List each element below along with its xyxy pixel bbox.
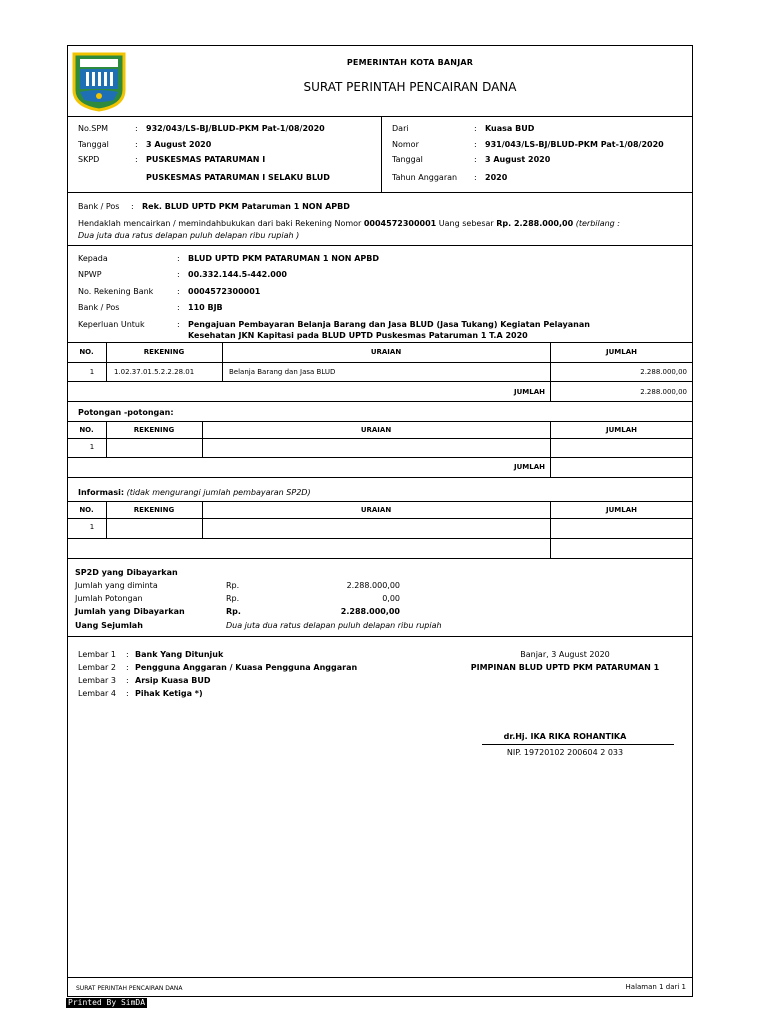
tanggal-right-value: 3 August 2020 xyxy=(485,155,551,164)
potongan-title: Potongan -potongan: xyxy=(78,408,174,417)
t1-header-jumlah: JUMLAH xyxy=(606,348,637,356)
tanggal-value: 3 August 2020 xyxy=(146,140,212,149)
npwp-label: NPWP xyxy=(78,270,102,279)
dibayar-value: 2.288.000,00 xyxy=(340,607,400,616)
dibayar-currency: Rp. xyxy=(226,607,241,616)
skpd-value: PUSKESMAS PATARUMAN I xyxy=(146,155,266,164)
t1-header-rekening: REKENING xyxy=(143,348,185,356)
document-frame xyxy=(67,45,693,997)
t1-row-uraian: Belanja Barang dan Jasa BLUD xyxy=(229,368,336,376)
banjar-city-emblem-icon xyxy=(70,50,128,112)
t1-total-value: 2.288.000,00 xyxy=(640,388,687,396)
lembar-2-label: Lembar 2 xyxy=(78,663,116,672)
signature-name: dr.Hj. IKA RIKA ROHANTIKA xyxy=(503,732,627,741)
t1-row-rekening: 1.02.37.01.5.2.2.28.01 xyxy=(114,368,195,376)
t1-row-jumlah: 2.288.000,00 xyxy=(640,368,687,376)
lembar-2-value: Pengguna Anggaran / Kuasa Pengguna Anggaran xyxy=(135,663,358,672)
t1-header-no: NO. xyxy=(79,348,94,356)
t1-row-no: 1 xyxy=(89,368,95,376)
t3-row-no: 1 xyxy=(89,523,95,531)
lembar-4-label: Lembar 4 xyxy=(78,689,116,698)
dari-value: Kuasa BUD xyxy=(485,124,535,133)
lembar-1-label: Lembar 1 xyxy=(78,650,116,659)
keperluan-value-1: Pengajuan Pembayaran Belanja Barang dan Jasa BLUD (Jasa Tukang) Kegiatan Pelayanan xyxy=(188,320,590,329)
terbilang-text: Dua juta dua ratus delapan puluh delapan ribu rupiah ) xyxy=(78,231,300,240)
norek-value: 0004572300001 xyxy=(188,287,261,296)
lembar-4-value: Pihak Ketiga *) xyxy=(135,689,203,698)
footer-doc-title: SURAT PERINTAH PENCAIRAN DANA xyxy=(76,985,183,992)
diminta-value: 2.288.000,00 xyxy=(346,581,400,590)
kepada-label: Kepada xyxy=(78,254,108,263)
uang-label: Uang Sejumlah xyxy=(75,621,143,630)
nomor-value: 931/043/LS-BJ/BLUD-PKM Pat-1/08/2020 xyxy=(485,140,664,149)
signature-nip: NIP. 19720102 200604 2 033 xyxy=(506,748,624,757)
nomor-label: Nomor xyxy=(392,140,419,149)
footer-page: Halaman 1 dari 1 xyxy=(625,983,686,991)
bank-label: Bank / Pos xyxy=(78,202,120,211)
document-title: SURAT PERINTAH PENCAIRAN DANA xyxy=(303,80,517,94)
t2-header-uraian: URAIAN xyxy=(360,426,392,434)
t2-header-no: NO. xyxy=(79,426,94,434)
lembar-3-value: Arsip Kuasa BUD xyxy=(135,676,211,685)
tahun-label: Tahun Anggaran xyxy=(392,173,458,182)
diminta-label: Jumlah yang diminta xyxy=(75,581,158,590)
t2-row-no: 1 xyxy=(89,443,95,451)
tahun-value: 2020 xyxy=(485,173,508,182)
government-name: PEMERINTAH KOTA BANJAR xyxy=(346,58,474,67)
keperluan-value-2: Kesehatan JKN Kapitasi pada BLUD UPTD Puskesmas Pataruman 1 T.A 2020 xyxy=(188,331,528,340)
t3-header-jumlah: JUMLAH xyxy=(606,506,637,514)
lembar-1-value: Bank Yang Ditunjuk xyxy=(135,650,224,659)
lembar-3-label: Lembar 3 xyxy=(78,676,116,685)
t3-header-rekening: REKENING xyxy=(133,506,175,514)
informasi-title: Informasi: (tidak mengurangi jumlah pembayaran SP2D) xyxy=(78,488,311,497)
t2-header-rekening: REKENING xyxy=(133,426,175,434)
t2-total-label: JUMLAH xyxy=(514,463,545,471)
potongan-sum-currency: Rp. xyxy=(226,594,240,603)
t3-header-no: NO. xyxy=(79,506,94,514)
norek-label: No. Rekening Bank xyxy=(78,287,154,296)
bank-pos-value: 110 BJB xyxy=(188,303,223,312)
diminta-currency: Rp. xyxy=(226,581,240,590)
skpd-value-2: PUSKESMAS PATARUMAN I SELAKU BLUD xyxy=(146,173,330,182)
tanggal-right-label: Tanggal xyxy=(392,155,423,164)
potongan-sum-label: Jumlah Potongan xyxy=(75,594,143,603)
bank-value: Rek. BLUD UPTD PKM Pataruman 1 NON APBD xyxy=(142,202,350,211)
sp2d-title: SP2D yang Dibayarkan xyxy=(75,568,178,577)
t1-header-uraian: URAIAN xyxy=(370,348,402,356)
skpd-label: SKPD xyxy=(78,155,100,164)
kepada-value: BLUD UPTD PKM PATARUMAN 1 NON APBD xyxy=(188,254,380,263)
dari-label: Dari xyxy=(392,124,409,133)
tanggal-label: Tanggal xyxy=(78,140,109,149)
signature-position: PIMPINAN BLUD UPTD PKM PATARUMAN 1 xyxy=(470,663,660,672)
t1-total-label: JUMLAH xyxy=(514,388,545,396)
bank-pos-label: Bank / Pos xyxy=(78,303,120,312)
uang-value: Dua juta dua ratus delapan puluh delapan ribu rupiah xyxy=(226,621,442,630)
rekening-number: 0004572300001 xyxy=(363,219,437,228)
dibayar-label: Jumlah yang Dibayarkan xyxy=(75,607,185,616)
potongan-sum-value: 0,00 xyxy=(382,594,400,603)
signature-place-date: Banjar, 3 August 2020 xyxy=(520,650,610,659)
printed-by-stamp: Printed By SimDA xyxy=(68,998,146,1007)
npwp-value: 00.332.144.5-442.000 xyxy=(188,270,287,279)
keperluan-label: Keperluan Untuk xyxy=(78,320,145,329)
nospm-value: 932/043/LS-BJ/BLUD-PKM Pat-1/08/2020 xyxy=(146,124,325,133)
t3-header-uraian: URAIAN xyxy=(360,506,392,514)
instruction-line: Hendaklah mencairkan / memindahbukukan dari baki Rekening Nomor 0004572300001 Uang sebesar Rp. 2.288.000,00 (terbilang : xyxy=(78,219,620,228)
t2-header-jumlah: JUMLAH xyxy=(606,426,637,434)
nospm-label: No.SPM xyxy=(78,124,109,133)
amount: Rp. 2.288.000,00 xyxy=(496,219,574,228)
